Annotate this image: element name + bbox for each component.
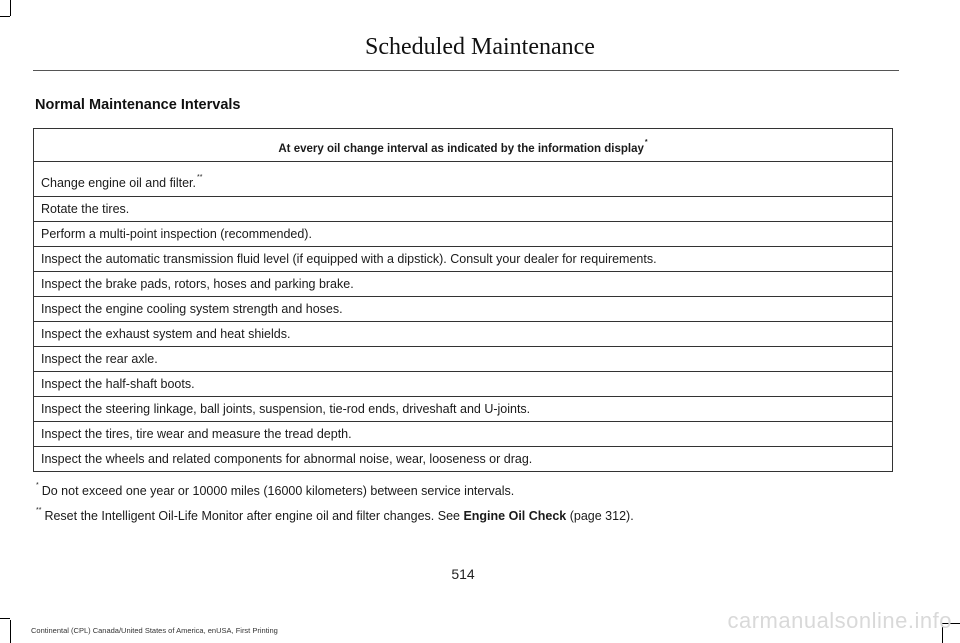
table-row xyxy=(34,272,893,297)
table-cell: Perform a multi-point inspection (recommended). xyxy=(34,222,893,247)
crop-mark xyxy=(10,620,11,643)
watermark: carmanualsonline.info xyxy=(727,608,952,633)
table-cell: Inspect the exhaust system and heat shields. xyxy=(34,322,893,347)
footnote xyxy=(36,507,634,523)
row-text: Change engine oil and filter. xyxy=(41,176,196,190)
table-cell: Inspect the brake pads, rotors, hoses and parking brake. xyxy=(34,272,893,297)
table-cell: Inspect the automatic transmission fluid level (if equipped with a dipstick). Consult your dealer for requirements. xyxy=(34,247,893,272)
table-row xyxy=(34,162,893,197)
table-header-cell xyxy=(34,129,893,162)
crop-mark xyxy=(0,618,10,619)
table-row xyxy=(34,197,893,222)
title-divider xyxy=(33,70,899,71)
table-cell: Inspect the rear axle. xyxy=(34,347,893,372)
footnote-text: Reset the Intelligent Oil-Life Monitor after engine oil and filter changes. See xyxy=(44,509,464,523)
table-header-row xyxy=(34,129,893,162)
print-info: Continental (CPL) Canada/United States of America, enUSA, First Printing xyxy=(31,626,278,635)
footnote-marker: ** xyxy=(196,174,203,181)
engine-oil-check-link[interactable]: Engine Oil Check xyxy=(463,509,567,523)
table-row xyxy=(34,322,893,347)
table-row xyxy=(34,347,893,372)
table-cell xyxy=(34,162,893,197)
table-cell: Inspect the steering linkage, ball joints, suspension, tie-rod ends, driveshaft and U-joints. xyxy=(34,397,893,422)
table-row xyxy=(34,447,893,472)
table-cell: Inspect the engine cooling system strength and hoses. xyxy=(34,297,893,322)
table-row xyxy=(34,222,893,247)
table-cell: Inspect the half-shaft boots. xyxy=(34,372,893,397)
footnote-marker: * xyxy=(644,139,648,146)
table-cell: Rotate the tires. xyxy=(34,197,893,222)
footnote-marker: * xyxy=(36,482,39,489)
crop-mark xyxy=(10,0,11,16)
maintenance-table xyxy=(33,128,893,472)
page-number: 514 xyxy=(451,566,475,582)
page-title: Scheduled Maintenance xyxy=(365,34,595,60)
table-row xyxy=(34,372,893,397)
footnote-marker: ** xyxy=(36,507,42,514)
table-header-text: At every oil change interval as indicated by the information display xyxy=(278,143,644,155)
table-cell: Inspect the tires, tire wear and measure the tread depth. xyxy=(34,422,893,447)
table-row xyxy=(34,397,893,422)
table-row xyxy=(34,247,893,272)
section-heading: Normal Maintenance Intervals xyxy=(35,97,241,113)
table-row xyxy=(34,422,893,447)
footnote-page-ref: (page 312). xyxy=(566,509,634,523)
table-cell: Inspect the wheels and related components for abnormal noise, wear, looseness or drag. xyxy=(34,447,893,472)
table-row xyxy=(34,297,893,322)
crop-mark xyxy=(0,16,10,17)
footnote-text: Do not exceed one year or 10000 miles (16000 kilometers) between service intervals. xyxy=(41,484,515,498)
footnote xyxy=(36,482,514,498)
